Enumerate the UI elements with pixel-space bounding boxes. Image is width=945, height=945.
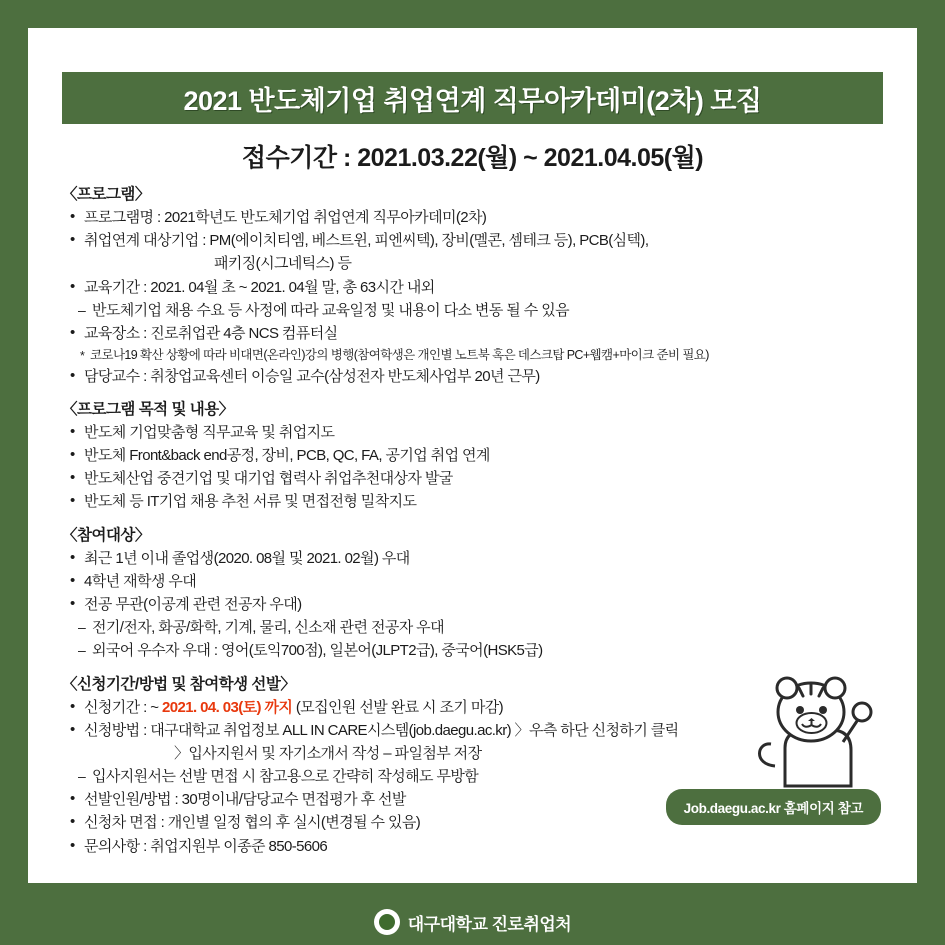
list-item: • 취업연계 대상기업 : PM(에이치티엠, 베스트윈, 피엔씨텍), 장비(멜콘, 셈테크 등), PCB(심텍), xyxy=(62,230,887,252)
poster-footer xyxy=(0,905,945,939)
poster-title-bar xyxy=(62,72,883,124)
section-item-list xyxy=(62,548,887,663)
list-item: • 반도체 Front&back end공정, 장비, PCB, QC, FA, 공기업 취업 연계 xyxy=(62,445,887,467)
section-heading: 〈프로그램 목적 및 내용〉 xyxy=(62,400,234,418)
list-item: 〉입사지원서 및 자기소개서 작성 – 파일첨부 저장 xyxy=(174,744,482,762)
list-item: • 교육기간 : 2021. 04월 초 ~ 2021. 04월 말, 총 63시간 내외 xyxy=(62,277,887,299)
waving-tiger-mascot-icon xyxy=(747,668,877,788)
section-item-list xyxy=(62,422,887,514)
list-item: • 반도체 등 IT기업 채용 추천 서류 및 면접전형 밀착지도 xyxy=(62,491,887,513)
application-period-subtitle: 접수기간 : 2021.03.22(월) ~ 2021.04.05(월) xyxy=(241,144,704,172)
list-item: • 신청차 면접 : 개인별 일정 협의 후 실시(변경될 수 있음) xyxy=(62,812,887,834)
list-item: • 선발인원/방법 : 30명이내/담당교수 면접평가 후 선발 xyxy=(62,789,887,811)
list-item: – 입사지원서는 선발 면접 시 참고용으로 간략히 작성해도 무방함 xyxy=(62,766,887,788)
section-heading: 〈신청기간/방법 및 참여학생 선발〉 xyxy=(62,675,296,693)
list-item: • 신청방법 : 대구대학교 취업정보 ALL IN CARE시스템(job.daegu.ac.kr) 〉우측 하단 신청하기 클릭 xyxy=(62,720,887,742)
list-item: • 문의사항 : 취업지원부 이종준 850-5606 xyxy=(62,836,887,858)
deadline-prefix: 신청기간 : ~ xyxy=(84,698,162,716)
deadline-suffix: (모집인원 선발 완료 시 조기 마감) xyxy=(292,698,504,716)
list-item: • 프로그램명 : 2021학년도 반도체기업 취업연계 직무아카데미(2차) xyxy=(62,207,887,229)
deadline-highlight: 2021. 04. 03(토) 까지 xyxy=(162,698,293,716)
poster-sheet xyxy=(28,28,917,883)
list-item-note: * 코로나19 확산 상황에 따라 비대면(온라인)강의 병행(참여학생은 개인별 노트북 혹은 데스크탑 PC+웹캠+마이크 준비 필요) xyxy=(62,346,887,365)
section-heading: 〈프로그램〉 xyxy=(62,186,150,203)
list-item: – 반도체기업 채용 수요 등 사정에 따라 교육일정 및 내용이 다소 변동 될 수 있음 xyxy=(62,300,887,322)
list-item: – 외국어 우수자 우대 : 영어(토익700점), 일본어(JLPT2급), 중국어(HSK5급) xyxy=(62,640,887,662)
list-item: • 최근 1년 이내 졸업생(2020. 08월 및 2021. 02월) 우대 xyxy=(62,548,887,570)
section-heading: 〈참여대상〉 xyxy=(62,526,150,544)
list-item: • 전공 무관(이공계 관련 전공자 우대) xyxy=(62,594,887,616)
section-program-purpose xyxy=(62,397,887,514)
section-item-list xyxy=(62,207,887,388)
university-emblem-icon xyxy=(374,909,400,935)
list-item: • 4학년 재학생 우대 xyxy=(62,571,887,593)
list-item: • 담당교수 : 취창업교육센터 이승일 교수(삼성전자 반도체사업부 20년 근무) xyxy=(62,366,887,388)
list-item: • 반도체산업 중견기업 및 대기업 협력사 취업추천대상자 발굴 xyxy=(62,468,887,490)
section-program xyxy=(62,182,887,388)
list-item: 패키징(시그네틱스) 등 xyxy=(214,255,352,273)
list-item: • 교육장소 : 진로취업관 4층 NCS 컴퓨터실 xyxy=(62,323,887,345)
page-title: 2021 반도체기업 취업연계 직무아카데미(2차) 모집 xyxy=(183,85,762,116)
list-item: – 전기/전자, 화공/화학, 기계, 물리, 신소재 관련 전공자 우대 xyxy=(62,617,887,639)
section-eligibility xyxy=(62,523,887,663)
footer-label: 대구대학교 진로취업처 xyxy=(407,914,572,934)
status-badge: Job.daegu.ac.kr 홈페이지 참고 xyxy=(666,789,881,825)
list-item: • 반도체 기업맞춤형 직무교육 및 취업지도 xyxy=(62,422,887,444)
